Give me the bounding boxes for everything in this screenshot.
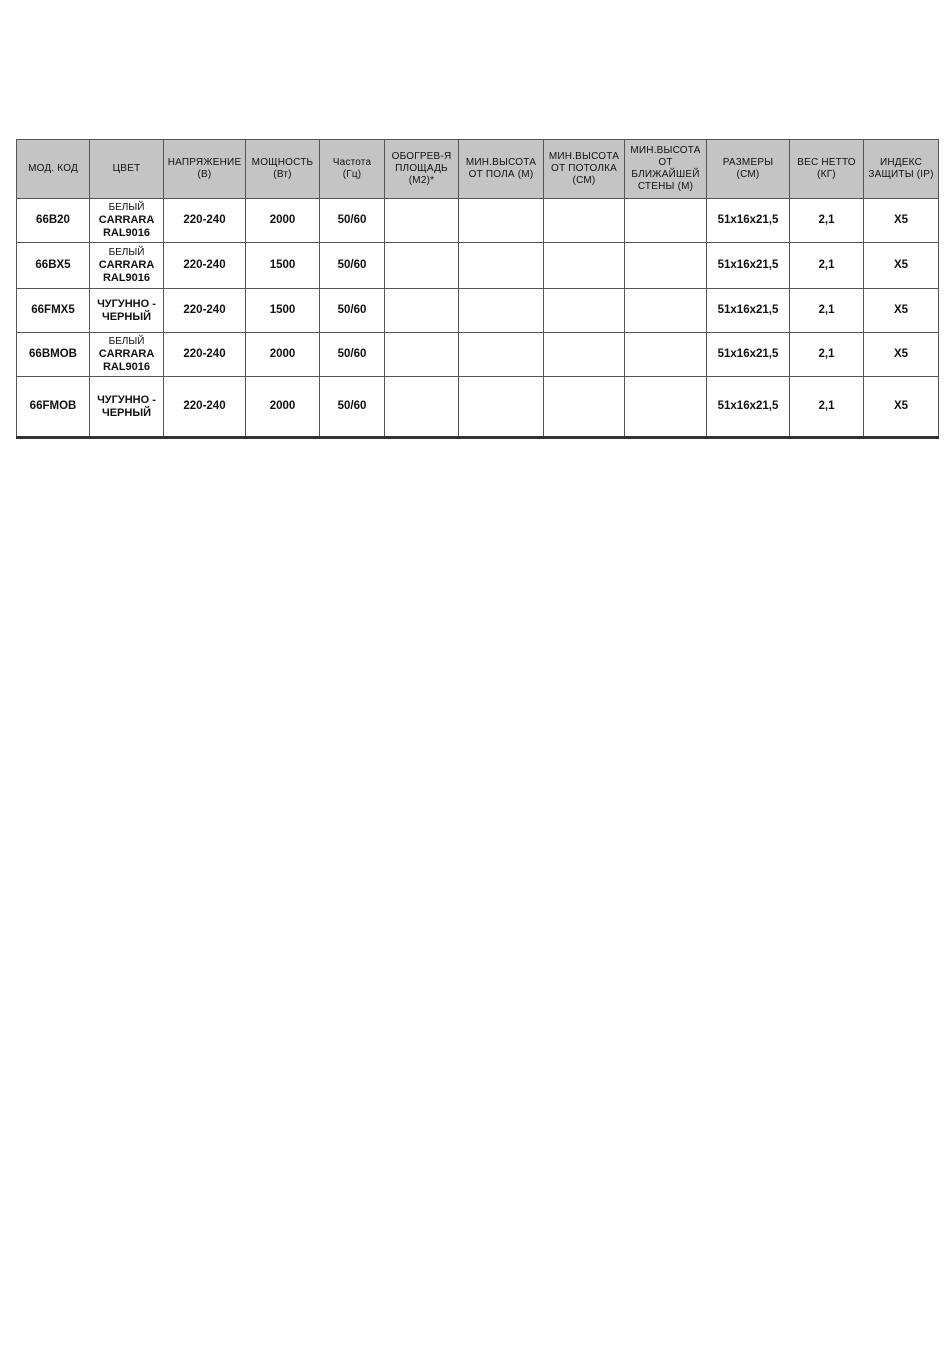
header-line: ЗАЩИТЫ (IP) bbox=[868, 169, 934, 180]
header-line: НАПРЯЖЕНИЕ bbox=[167, 157, 242, 168]
header-voltage bbox=[164, 140, 246, 199]
cell-min-distance-wall bbox=[625, 243, 707, 289]
cell-min-height-floor bbox=[459, 199, 544, 243]
cell-color bbox=[90, 377, 164, 438]
header-min-height-floor bbox=[459, 140, 544, 199]
cell-model-code: 66BX5 bbox=[17, 243, 90, 289]
header-line: Частота bbox=[332, 157, 372, 168]
color-line: ЧЕРНЫЙ bbox=[101, 406, 152, 419]
cell-model-code: 66FMX5 bbox=[17, 289, 90, 333]
cell-voltage: 220-240 bbox=[164, 333, 246, 377]
header-line: МИН.ВЫСОТА bbox=[630, 145, 701, 156]
header-line: ИНДЕКС bbox=[880, 157, 922, 168]
header-line: МОЩНОСТЬ bbox=[251, 157, 314, 168]
header-line: ЦВЕТ bbox=[112, 163, 141, 174]
table-row bbox=[17, 377, 939, 438]
cell-dimensions: 51x16x21,5 bbox=[707, 243, 790, 289]
color-line: БЕЛЫЙ bbox=[108, 201, 145, 213]
cell-net-weight: 2,1 bbox=[790, 199, 864, 243]
header-line: ПЛОЩАДЬ bbox=[395, 163, 448, 174]
header-line: РАЗМЕРЫ bbox=[722, 157, 774, 168]
color-line: ЧУГУННО - bbox=[97, 298, 156, 310]
header-line: ОТ ПОЛА (М) bbox=[468, 169, 534, 180]
cell-min-height-ceiling bbox=[544, 199, 625, 243]
cell-color bbox=[90, 243, 164, 289]
cell-heating-area bbox=[385, 377, 459, 438]
cell-frequency: 50/60 bbox=[320, 377, 385, 438]
cell-min-distance-wall bbox=[625, 377, 707, 438]
cell-net-weight: 2,1 bbox=[790, 333, 864, 377]
header-line: МИН.ВЫСОТА bbox=[548, 151, 620, 162]
color-line: RAL9016 bbox=[102, 226, 151, 239]
header-line: БЛИЖАЙШЕЙ bbox=[631, 169, 700, 180]
header-power bbox=[246, 140, 320, 199]
cell-dimensions: 51x16x21,5 bbox=[707, 199, 790, 243]
cell-heating-area bbox=[385, 243, 459, 289]
header-min-height-ceiling bbox=[544, 140, 625, 199]
cell-power: 2000 bbox=[246, 377, 320, 438]
color-line: БЕЛЫЙ bbox=[108, 335, 145, 347]
cell-min-height-floor bbox=[459, 289, 544, 333]
cell-heating-area bbox=[385, 199, 459, 243]
cell-ip-index: X5 bbox=[864, 243, 939, 289]
cell-min-height-ceiling bbox=[544, 333, 625, 377]
cell-frequency: 50/60 bbox=[320, 199, 385, 243]
header-line: ОТ bbox=[658, 157, 673, 168]
cell-power: 1500 bbox=[246, 243, 320, 289]
cell-ip-index: X5 bbox=[864, 377, 939, 438]
cell-dimensions: 51x16x21,5 bbox=[707, 333, 790, 377]
color-line: RAL9016 bbox=[102, 271, 151, 284]
color-line: CARRARA bbox=[98, 259, 155, 272]
header-line: (СМ) bbox=[736, 169, 760, 180]
color-line: CARRARA bbox=[98, 348, 155, 361]
cell-color bbox=[90, 333, 164, 377]
header-color bbox=[90, 140, 164, 199]
cell-ip-index: X5 bbox=[864, 333, 939, 377]
cell-min-height-floor bbox=[459, 333, 544, 377]
header-line: (КГ) bbox=[817, 169, 836, 180]
header-line: МИН.ВЫСОТА bbox=[465, 157, 537, 168]
cell-min-height-ceiling bbox=[544, 377, 625, 438]
header-net-weight bbox=[790, 140, 864, 199]
header-ip-index bbox=[864, 140, 939, 199]
table-row bbox=[17, 333, 939, 377]
cell-voltage: 220-240 bbox=[164, 377, 246, 438]
header-heating-area bbox=[385, 140, 459, 199]
header-frequency bbox=[320, 140, 385, 199]
cell-power: 2000 bbox=[246, 199, 320, 243]
cell-dimensions: 51x16x21,5 bbox=[707, 289, 790, 333]
header-line: ВЕС НЕТТО bbox=[797, 157, 856, 168]
cell-net-weight: 2,1 bbox=[790, 377, 864, 438]
header-line: (М2)* bbox=[408, 175, 435, 186]
header-line: (Вт) bbox=[273, 169, 292, 180]
header-model-code bbox=[17, 140, 90, 199]
cell-color bbox=[90, 199, 164, 243]
cell-min-height-ceiling bbox=[544, 289, 625, 333]
cell-heating-area bbox=[385, 333, 459, 377]
cell-power: 2000 bbox=[246, 333, 320, 377]
cell-frequency: 50/60 bbox=[320, 243, 385, 289]
header-line: (В) bbox=[197, 169, 212, 180]
header-line: ОБОГРЕВ-Я bbox=[391, 151, 452, 162]
cell-power: 1500 bbox=[246, 289, 320, 333]
table-row bbox=[17, 243, 939, 289]
table-row bbox=[17, 199, 939, 243]
header-line: (Гц) bbox=[342, 169, 362, 180]
cell-net-weight: 2,1 bbox=[790, 289, 864, 333]
cell-model-code: 66B20 bbox=[17, 199, 90, 243]
header-min-distance-wall bbox=[625, 140, 707, 199]
color-line: CARRARA bbox=[98, 214, 155, 227]
table-row bbox=[17, 289, 939, 333]
header-line: СТЕНЫ (М) bbox=[637, 181, 694, 192]
cell-min-distance-wall bbox=[625, 333, 707, 377]
cell-min-distance-wall bbox=[625, 289, 707, 333]
cell-voltage: 220-240 bbox=[164, 199, 246, 243]
color-line: ЧУГУННО - bbox=[97, 394, 156, 406]
cell-color bbox=[90, 289, 164, 333]
color-line: RAL9016 bbox=[102, 360, 151, 373]
color-line: ЧЕРНЫЙ bbox=[101, 310, 152, 323]
cell-ip-index: X5 bbox=[864, 199, 939, 243]
cell-min-height-floor bbox=[459, 243, 544, 289]
header-row bbox=[17, 140, 939, 199]
header-line: МОД. КОД bbox=[28, 163, 78, 174]
color-line: БЕЛЫЙ bbox=[108, 246, 145, 258]
header-dimensions bbox=[707, 140, 790, 199]
cell-net-weight: 2,1 bbox=[790, 243, 864, 289]
cell-frequency: 50/60 bbox=[320, 289, 385, 333]
cell-voltage: 220-240 bbox=[164, 289, 246, 333]
spec-table bbox=[16, 139, 939, 439]
cell-dimensions: 51x16x21,5 bbox=[707, 377, 790, 438]
cell-model-code: 66BMOB bbox=[17, 333, 90, 377]
cell-heating-area bbox=[385, 289, 459, 333]
cell-model-code: 66FMOB bbox=[17, 377, 90, 438]
cell-min-height-floor bbox=[459, 377, 544, 438]
cell-min-height-ceiling bbox=[544, 243, 625, 289]
cell-frequency: 50/60 bbox=[320, 333, 385, 377]
header-line: ОТ ПОТОЛКА bbox=[550, 163, 617, 174]
header-line: (СМ) bbox=[572, 175, 596, 186]
cell-voltage: 220-240 bbox=[164, 243, 246, 289]
cell-min-distance-wall bbox=[625, 199, 707, 243]
cell-ip-index: X5 bbox=[864, 289, 939, 333]
